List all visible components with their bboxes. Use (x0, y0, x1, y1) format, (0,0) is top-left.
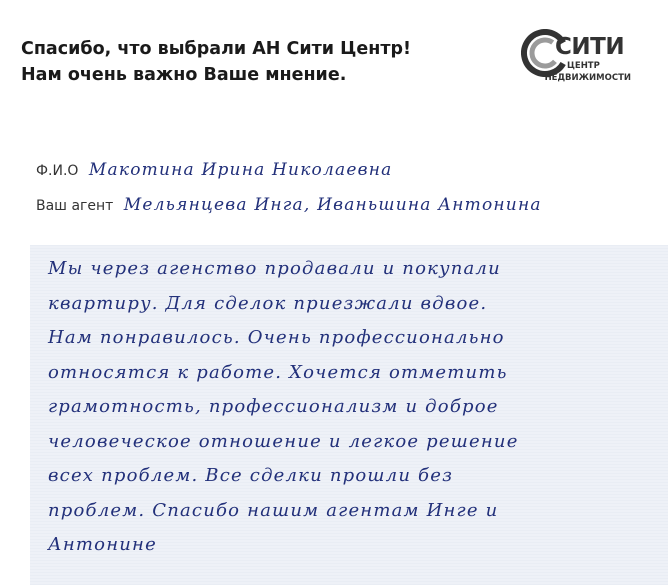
review-line: Антонине (48, 534, 157, 555)
header-line-1: Спасибо, что выбрали АН Сити Центр! (21, 39, 411, 59)
review-line: человеческое отношение и легкое решение (48, 430, 519, 452)
company-logo (521, 29, 631, 87)
review-line: проблем. Спасибо нашим агентам Инге и (48, 499, 499, 521)
review-text (48, 252, 638, 563)
header-line-2: Нам очень важно Ваше мнение. (21, 65, 347, 85)
fio-value: Макотина Ирина Николаевна (88, 160, 393, 180)
logo-text: СИТИ (555, 34, 625, 60)
logo-subtext-2: НЕДВИЖИМОСТИ (544, 73, 631, 83)
review-line: относятся к работе. Хочется отметить (48, 361, 508, 383)
logo-subtext: ЦЕНТР (567, 61, 600, 71)
review-line: Нам понравилось. Очень профессионально (48, 327, 505, 348)
agent-label: Ваш агент (36, 198, 114, 214)
agent-row (36, 195, 542, 215)
review-line: квартиру. Для сделок приезжали вдвое. (48, 292, 488, 314)
fio-label: Ф.И.О (36, 163, 79, 179)
review-line: грамотность, профессионализм и доброе (48, 396, 499, 417)
agent-value: Мельянцева Инга, Иваньшина Антонина (123, 195, 542, 215)
review-line: всех проблем. Все сделки прошли без (48, 465, 454, 486)
fio-row (36, 160, 392, 180)
review-line: Мы через агенство продавали и покупали (48, 258, 501, 279)
header-title (21, 36, 411, 88)
